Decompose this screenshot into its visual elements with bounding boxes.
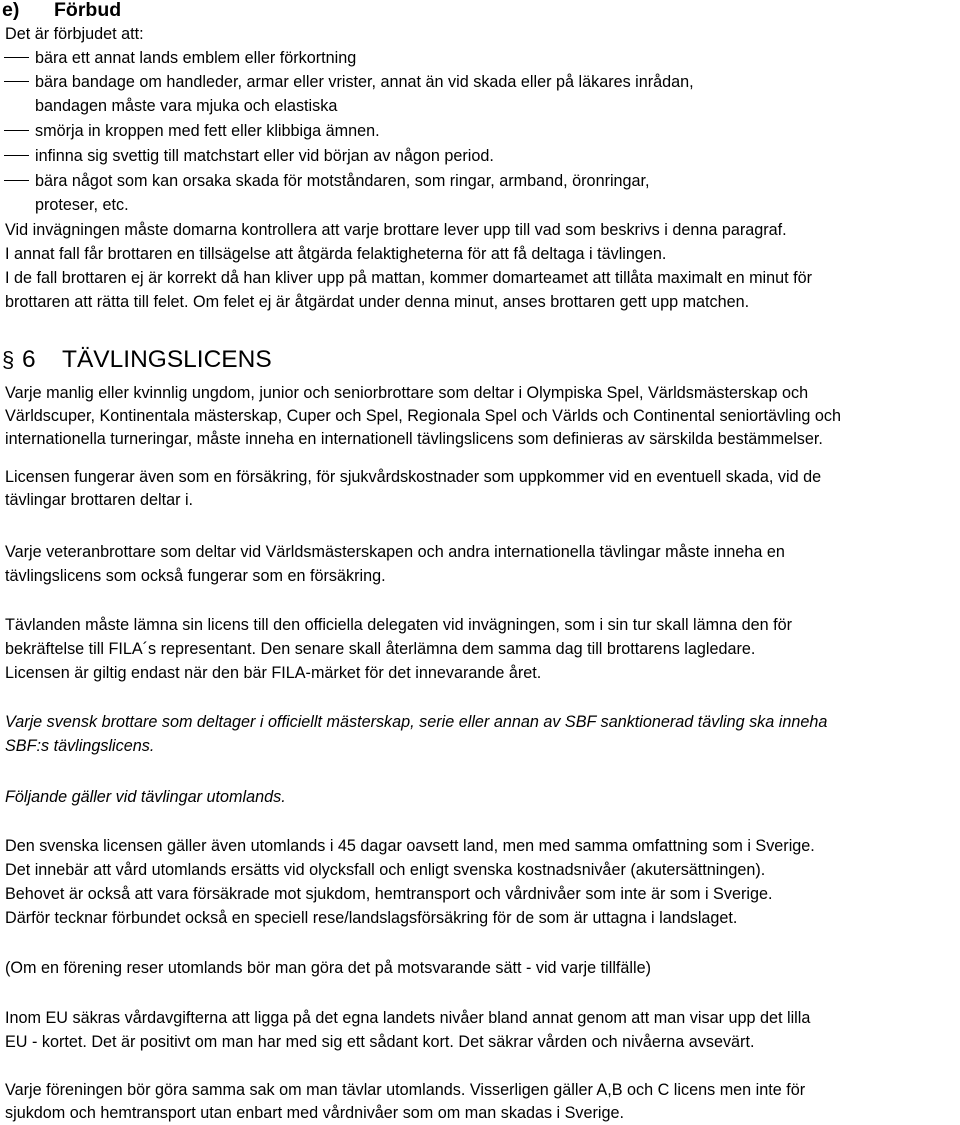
dash-bullet: [4, 155, 29, 156]
paragraph-line: EU - kortet. Det är positivt om man har med sig ett sådant kort. Det säkrar vården och nivåerna avsevärt.: [5, 1033, 755, 1051]
dash-bullet: [4, 81, 29, 82]
paragraph-line: bekräftelse till FILA´s representant. Den senare skall återlämna dem samma dag till brottarens lagledare.: [5, 640, 756, 658]
paragraph-symbol: §: [2, 347, 15, 372]
section-e-heading: [2, 0, 121, 23]
paragraph-line: Den svenska licensen gäller även utomlands i 45 dagar oavsett land, men med samma omfattning som i Sverige.: [5, 837, 815, 855]
paragraph-line: tävlingslicens som också fungerar som en försäkring.: [5, 567, 386, 585]
section-e-title: Förbud: [54, 0, 122, 21]
dash-bullet: [4, 57, 29, 58]
paragraph-line: Världscuper, Kontinentala mästerskap, Cuper och Spel, Regionala Spel och Världs och Continental seniortävling och: [5, 407, 841, 425]
dash-bullet: [4, 130, 29, 131]
paragraph-line: Inom EU säkras vårdavgifterna att ligga på det egna landets nivåer bland annat genom att man visar upp det lilla: [5, 1009, 811, 1027]
paragraph-line: Vid invägningen måste domarna kontrollera att varje brottare lever upp till vad som beskrivs i denna paragraf.: [5, 221, 787, 239]
intro-text: Det är förbjudet att:: [5, 25, 144, 43]
italic-subheading: Följande gäller vid tävlingar utomlands.: [5, 788, 286, 806]
paragraph-line: Tävlanden måste lämna sin licens till den officiella delegaten vid invägningen, som i sin tur skall lämna den för: [5, 616, 793, 634]
paragraph-line: I annat fall får brottaren en tillsägelse att åtgärda felaktigheterna för att få deltaga i tävlingen.: [5, 245, 667, 263]
bullet-text: bära bandage om handleder, armar eller vrister, annat än vid skada eller på läkares inrådan,: [35, 73, 694, 91]
bullet-text-continued: bandagen måste vara mjuka och elastiska: [35, 97, 338, 115]
bullet-text: infinna sig svettig till matchstart eller vid början av någon period.: [35, 147, 494, 165]
section-e-label: e): [2, 0, 20, 21]
paragraph-line: Licensen fungerar även som en försäkring, för sjukvårdskostnader som uppkommer vid en eventuell skada, vid de: [5, 468, 822, 486]
paragraph-line: Därför tecknar förbundet också en speciell rese/landslagsförsäkring för de som är uttagna i landslaget.: [5, 909, 738, 927]
italic-paragraph-line: Varje svensk brottare som deltager i officiellt mästerskap, serie eller annan av SBF sanktionerad tävling ska inneha: [5, 713, 828, 731]
paragraph-line: (Om en förening reser utomlands bör man göra det på motsvarande sätt - vid varje tillfälle): [5, 959, 651, 977]
paragraph-line: Varje veteranbrottare som deltar vid Världsmästerskapen och andra internationella tävlingar måste inneha en: [5, 543, 785, 561]
section-6-title: TÄVLINGSLICENS: [62, 346, 272, 373]
bullet-text: bära ett annat lands emblem eller förkortning: [35, 49, 357, 67]
paragraph-line: brottaren att rätta till felet. Om felet ej är åtgärdat under denna minut, anses brottaren gett upp matchen.: [5, 293, 750, 311]
bullet-text: smörja in kroppen med fett eller klibbiga ämnen.: [35, 122, 380, 140]
paragraph-line: internationella turneringar, måste inneha en internationell tävlingslicens som definieras av särskilda bestämmelser.: [5, 430, 823, 448]
section-6-number: 6: [22, 346, 36, 373]
paragraph-line: Licensen är giltig endast när den bär FILA-märket för det innevarande året.: [5, 664, 542, 682]
paragraph-line: sjukdom och hemtransport utan enbart med vårdnivåer som om man skadas i Sverige.: [5, 1104, 625, 1122]
bullet-text: bära något som kan orsaka skada för motståndaren, som ringar, armband, öronringar,: [35, 172, 650, 190]
bullet-text-continued: proteser, etc.: [35, 196, 129, 214]
paragraph-line: Behovet är också att vara försäkrade mot sjukdom, hemtransport och vårdnivåer som inte är som i Sverige.: [5, 885, 773, 903]
paragraph-line: tävlingar brottaren deltar i.: [5, 491, 194, 509]
paragraph-line: Varje manlig eller kvinnlig ungdom, junior och seniorbrottare som deltar i Olympiska Spel, Världsmästerskap och: [5, 384, 809, 402]
paragraph-line: I de fall brottaren ej är korrekt då han kliver upp på mattan, kommer domarteamet att tillåta maximalt en minut för: [5, 269, 813, 287]
section-6-heading: [2, 345, 272, 375]
italic-paragraph-line: SBF:s tävlingslicens.: [5, 737, 155, 755]
paragraph-line: Varje föreningen bör göra samma sak om man tävlar utomlands. Visserligen gäller A,B och C licens men inte för: [5, 1081, 806, 1099]
dash-bullet: [4, 180, 29, 181]
paragraph-line: Det innebär att vård utomlands ersätts vid olycksfall och enligt svenska kostnadsnivåer (akutersättningen).: [5, 861, 766, 879]
